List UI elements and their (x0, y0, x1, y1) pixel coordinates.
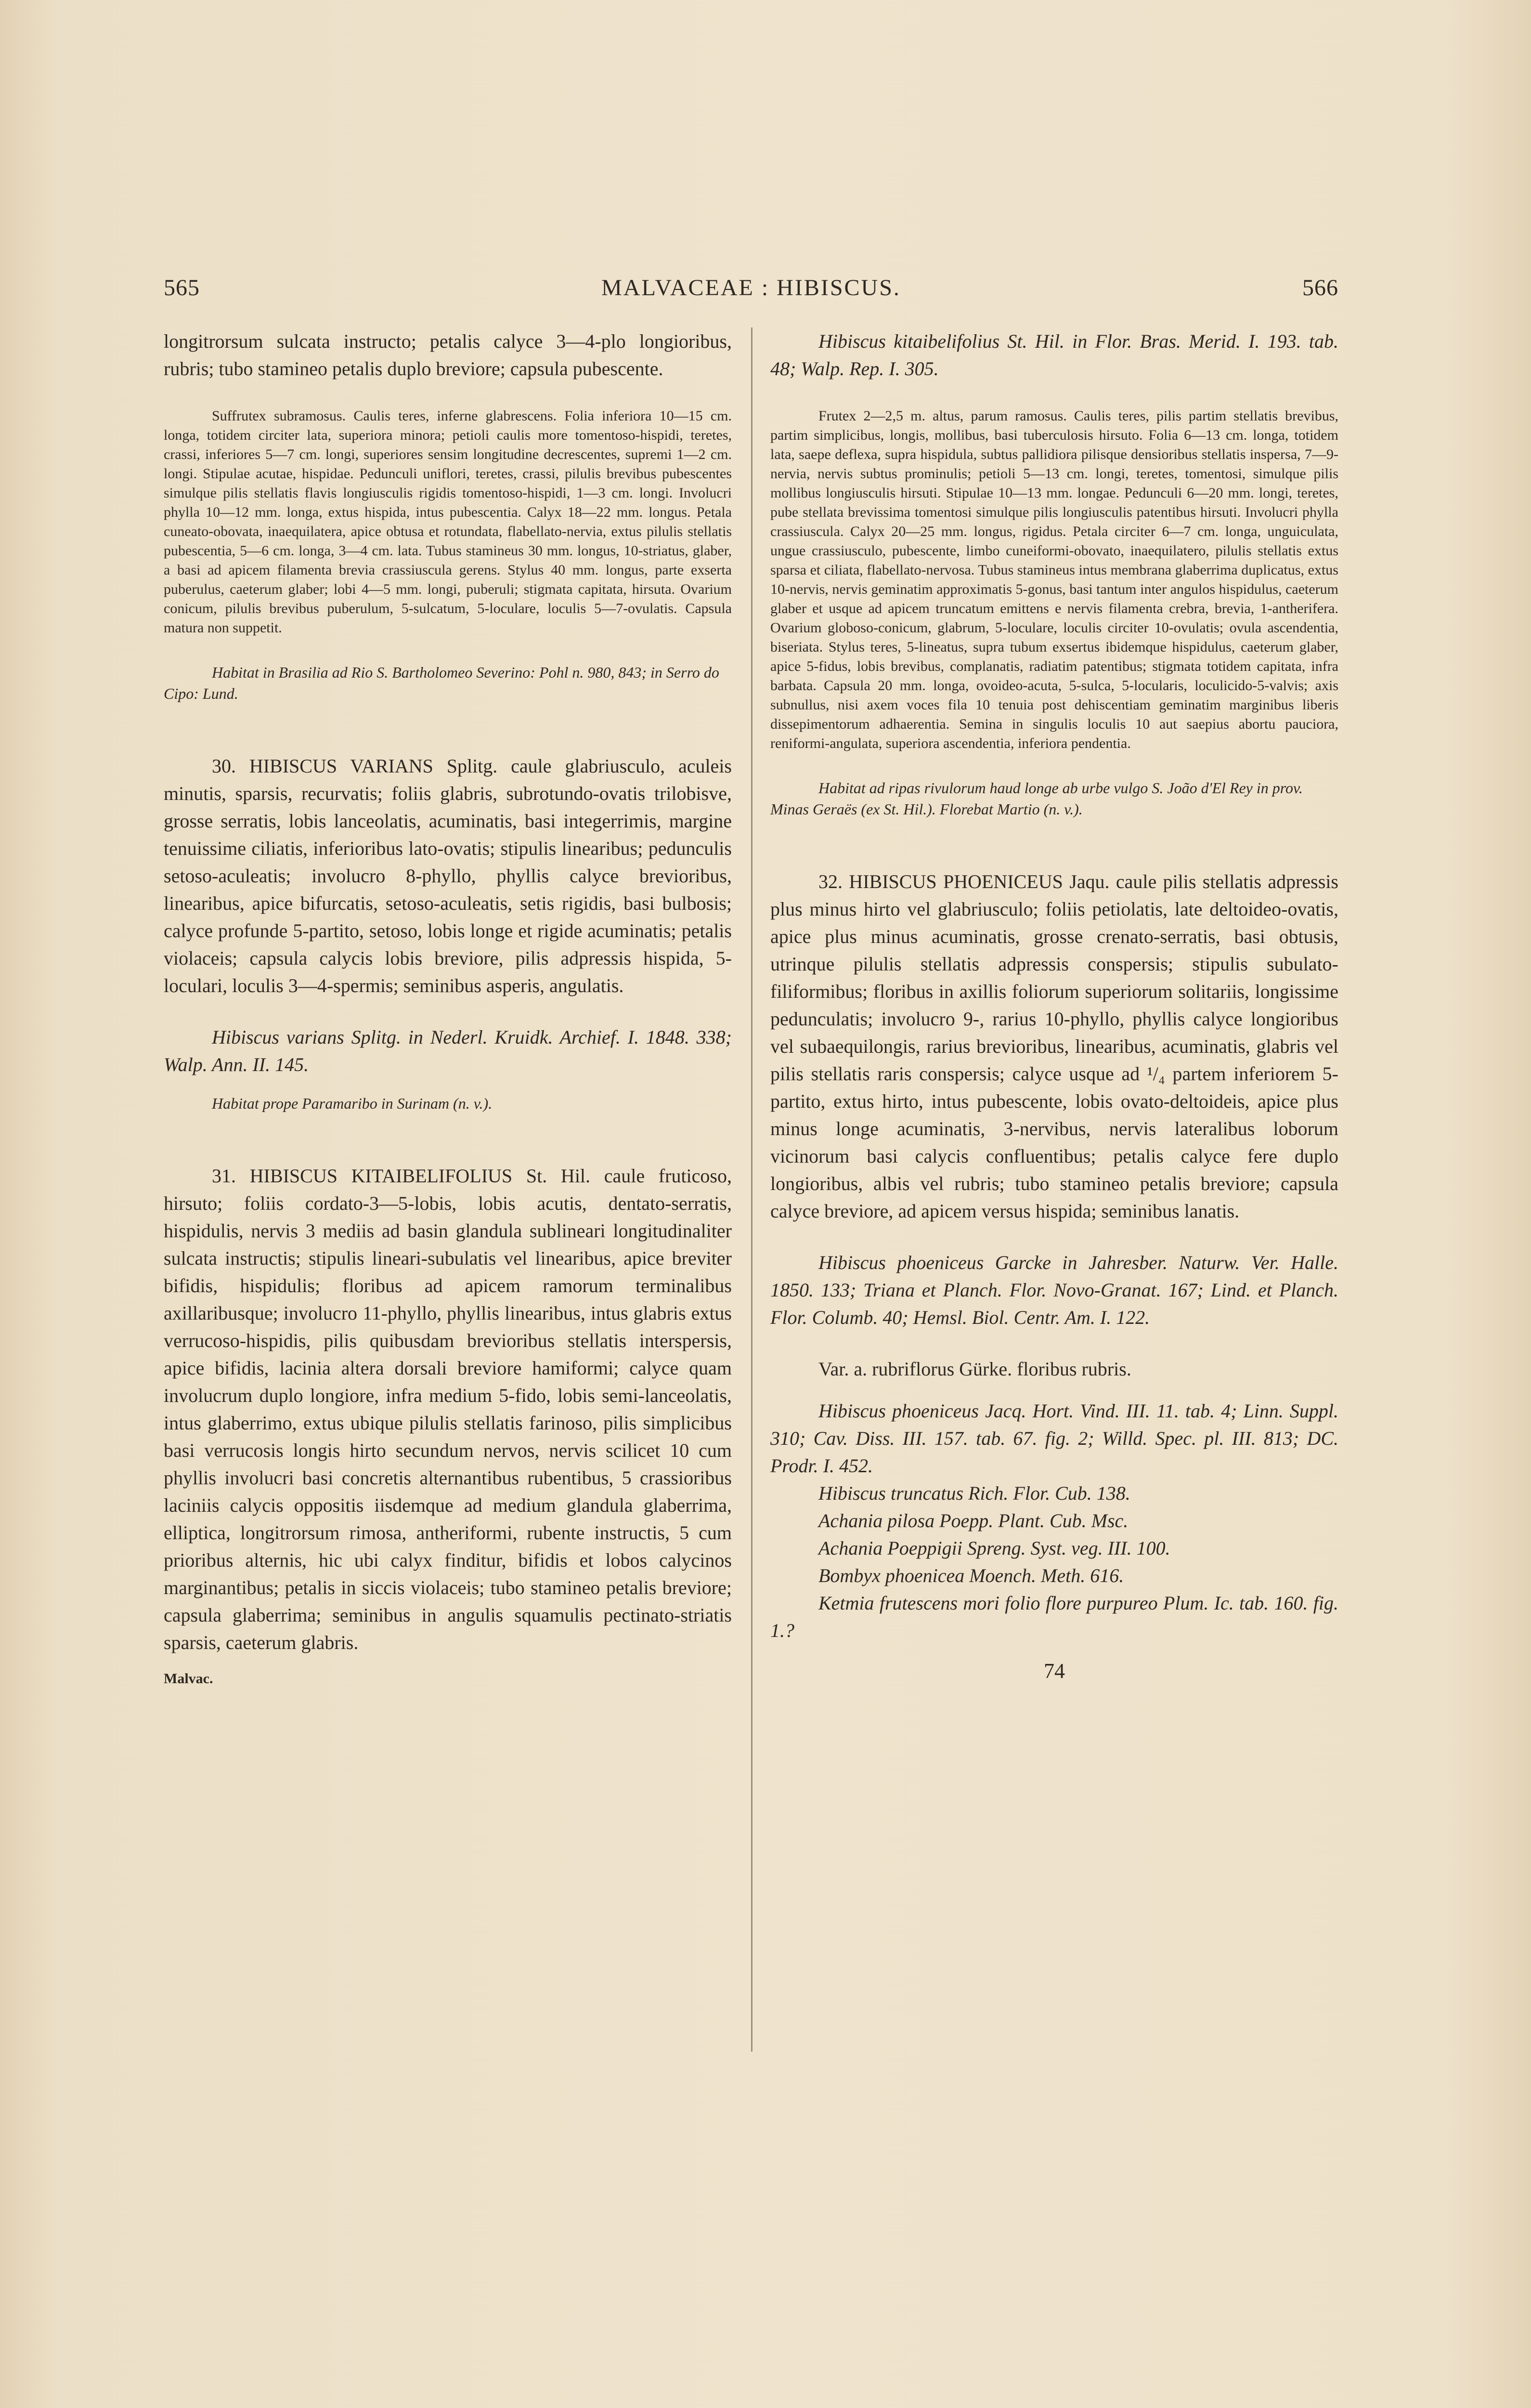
synonym-2: Hibiscus truncatus Rich. Flor. Cub. 138. (818, 1482, 1130, 1504)
right-column (770, 327, 1338, 1683)
description-paragraph: Suffrutex subramosus. Caulis teres, inferne glabrescens. Folia inferiora 10—15 cm. longa, totidem circiter lata, superiora minora; petioli caulis more tomentoso-hispidi, teretes, crassi, inferiores 5—7 cm. longi, superiores sensim longitudine decrescentes, supremi 1—2 cm. longi. Stipulae acutae, hispidae. Pedunculi uniflori, teretes, crassi, pilulis brevibus pubescentes simulque pilis stellatis flavis longiusculis rigidis tomentoso-hispidi, 1—3 cm. longi. Involucri phylla 10—12 mm. longa, extus hispida, intus pubescentia. Calyx 18—22 mm. longus. Petala cuneato-obovata, inaequilatera, apice obtusa et rotundata, flabellato-nervia, extus pilulis stellatis pubescentia, 5—6 cm. longa, 3—4 cm. lata. Tubus stamineus 30 mm. longus, 10-striatus, glaber, a basi ad apicem filamenta brevia crassiuscula gerens. Stylus 40 mm. longus, parte exserta puberulus, caeterum glaber; lobi 4—5 mm. longi, puberuli; stigmata capitata, hirsuta. Ovarium conicum, pilulis brevibus puberulum, 5-sulcatum, 5-loculare, loculis 5—7-ovulatis. Capsula matura non suppetit. (164, 408, 732, 636)
species-32-citation: Hibiscus phoeniceus Garcke in Jahresber. Naturw. Ver. Halle. 1850. 133; Triana et Planch. Flor. Novo-Granat. 167; Lind. et Planch. Flor. Columb. 40; Hemsl. Biol. Centr. Am. I. 122. (770, 1252, 1338, 1328)
species-30-habitat: Habitat prope Paramaribo in Surinam (n. v.). (212, 1095, 493, 1112)
synonym-3: Achania pilosa Poepp. Plant. Cub. Msc. (818, 1510, 1129, 1531)
synonym-6: Ketmia frutescens mori folio flore purpureo Plum. Ic. tab. 160. fig. 1.? (770, 1592, 1338, 1641)
species-31-description: Frutex 2—2,5 m. altus, parum ramosus. Caulis teres, pilis partim stellatis brevibus, partim simplicibus, longis, mollibus, basi tuberculosis hirsuto. Folia 6—13 cm. longa, totidem lata, saepe deflexa, supra hispidula, subtus pallidiora pilisque densioribus stellatis inspersa, 7—9-nervia, nervis subtus prominulis; petioli 5—13 cm. longi, teretes, tomentosi, simulque pilis mollibus longiusculis hirsuti. Stipulae 10—13 mm. longae. Pedunculi 6—20 mm. longi, teretes, pube stellata brevissima tomentosi simulque pilis longiusculis patentibus hirsuti. Involucri phylla crassiuscula. Calyx 20—25 mm. longus, rigidus. Petala circiter 6—7 cm. longa, unguiculata, ungue crassiusculo, pubescente, limbo cuneiformi-obovato, inaequilatero, pilulis stellatis extus sparsa et ciliata, flabellato-nervosa. Tubus stamineus intus membrana glaberrima duplicatus, extus 10-nervis, nervis geminatim approximatis 5-gonus, basi tantum inter angulos hispidulus, caeterum glaber et usque ad apicem truncatum emittens e nervis filamenta crebra, brevia, 1-antherifera. Ovarium globoso-conicum, glabrum, 5-loculare, loculis circiter 10-ovulatis; ovula ascendentia, biseriata. Stylus teres, 5-lineatus, supra tubum exsertus ibidemque hispidulus, caeterum glaber, apice 5-fidus, lobis brevibus, complanatis, radiatim patentibus; stigmata totidem capitata, infra barbata. Capsula 20 mm. longa, ovoideo-acuta, 5-sulca, 5-locularis, loculicido-5-valvis; axis subnullus, nisi axem voces fila 10 tenuia post dehiscentiam geminatim marginibus liberis dissepimentorum adhaerentia. Semina in singulis loculis 10 aut saepius abortu pauciora, reniformi-angulata, superiora ascendentia, inferiora pendentia. (770, 408, 1338, 751)
running-header (164, 275, 1338, 308)
species-31-habitat: Habitat ad ripas rivulorum haud longe ab urbe vulgo S. João d'El Rey in prov. Minas Geraës (ex St. Hil.). Florebat Martio (n. v.). (770, 779, 1303, 818)
left-column (164, 327, 732, 1687)
synonym-1: Hibiscus phoeniceus Jacq. Hort. Vind. III. 11. tab. 4; Linn. Suppl. 310; Cav. Diss. III. 157. tab. 67. fig. 2; Willd. Spec. pl. III. 813; DC. Prodr. I. 452. (770, 1400, 1338, 1477)
continued-diagnosis: longitrorsum sulcata instructo; petalis calyce 3—4-plo longioribus, rubris; tubo stamineo petalis duplo breviore; capsula pubescente. (164, 330, 732, 380)
species-31-citation: Hibiscus kitaibelifolius St. Hil. in Flor. Bras. Merid. I. 193. tab. 48; Walp. Rep. I. 305. (770, 330, 1338, 380)
species-32-diagnosis: 32. HIBISCUS PHOENICEUS Jaqu. caule pilis stellatis adpressis plus minus hirto vel glabriusculo; foliis petiolatis, late deltoideo-ovatis, apice plus minus acuminatis, grosse crenato-serratis, basi obtusis, utrinque pilulis stellatis adpressis conspersis; stipulis subulato-filiformibus; floribus in axillis foliorum superiorum solitariis, longissime pedunculatis; involucro 9-, rarius 10-phyllo, phyllis calyce longioribus vel subaequilongis, rarius brevioribus, linearibus, acuminatis, glabris vel pilis stellatis raris conspersis; calyce usque ad ¹/₄ partem inferiorem 5-partito, extus hirto, intus pubescente, lobis ovato-deltoideis, apice plus minus longe acuminatis, 3-nervibus, nervis lateralibus loborum vicinorum basi calycis confluentibus; petalis calyce fere duplo longioribus, albis vel rubris; tubo stamineo petalis breviore; capsula calyce breviore, ad apicem versus hispida; seminibus lanatis. (770, 871, 1338, 1222)
page-number-right: 566 (1302, 275, 1338, 301)
synonym-4: Achania Poeppigii Spreng. Syst. veg. III. 100. (818, 1537, 1170, 1559)
plate-number: 74 (1044, 1659, 1065, 1683)
signature-mark: Malvac. (164, 1671, 213, 1687)
running-title: MALVACEAE : HIBISCUS. (601, 275, 901, 301)
species-30-diagnosis: 30. HIBISCUS VARIANS Splitg. caule glabriusculo, aculeis minutis, sparsis, recurvatis; foliis glabris, subrotundo-ovatis trilobisve, grosse serratis, lobis lanceolatis, acuminatis, basi integerrimis, margine tenuissime ciliatis, inferioribus lato-ovatis; stipulis linearibus; pedunculis setoso-aculeatis; involucro 8-phyllo, phyllis calyce brevioribus, linearibus, apice bifurcatis, setoso-aculeatis, setis rigidis, basi bulbosis; calyce profunde 5-partito, setoso, lobis longe et rigide acuminatis; petalis violaceis; capsula calycis lobis breviore, pilis adpressis hispida, 5-loculari, loculis 3—4-spermis; seminibus asperis, angulatis. (164, 755, 732, 996)
page-number-left: 565 (164, 275, 200, 301)
species-31-diagnosis: 31. HIBISCUS KITAIBELIFOLIUS St. Hil. caule fruticoso, hirsuto; foliis cordato-3—5-lobis, lobis acutis, dentato-serratis, hispidulis, nervis 3 mediis ad basin glandula sublineari longitudinaliter sulcata instructis; stipulis lineari-subulatis vel linearibus, apice breviter bifidis, hispidulis; floribus ad apicem ramorum terminalibus axillaribusque; involucro 11-phyllo, phyllis linearibus, intus glabris extus verrucoso-hispidis, pilis quibusdam brevioribus stellatis interspersis, apice bifidis, lacinia altera dorsali breviore hamiformi; calyce quam involucrum duplo longiore, infra medium 5-fido, lobis semi-lanceolatis, intus glaberrimo, extus ubique pilulis stellatis farinoso, pilis simplicibus basi verrucosis longis hirto secundum nervos, nervis scilicet 10 cum phyllis involucri basi concretis alternantibus rubentibus, 5 crassioribus laciniis calycis oppositis iisdemque ad medium glandula glaberrima, elliptica, longitrorsum rimosa, antheriformi, rubente instructis, 5 cum prioribus alternis, hic ubi calyx finditur, bifidis et lobos calycinos marginantibus; petalis in siccis violaceis; tubo stamineo petalis breviore; capsula glaberrima; seminibus in angulis squamulis pectinato-striatis sparsis, caeterum glabris. (164, 1165, 732, 1653)
species-30-citation: Hibiscus varians Splitg. in Nederl. Kruidk. Archief. I. 1848. 338; Walp. Ann. II. 145. (164, 1026, 732, 1075)
synonym-5: Bombyx phoenicea Moench. Meth. 616. (818, 1565, 1124, 1586)
habitat-note: Habitat in Brasilia ad Rio S. Bartholomeo Severino: Pohl n. 980, 843; in Serro do Cipo: Lund. (164, 664, 719, 702)
variety-a: Var. a. rubriflorus Gürke. floribus rubris. (818, 1358, 1131, 1380)
column-divider (751, 327, 753, 2052)
